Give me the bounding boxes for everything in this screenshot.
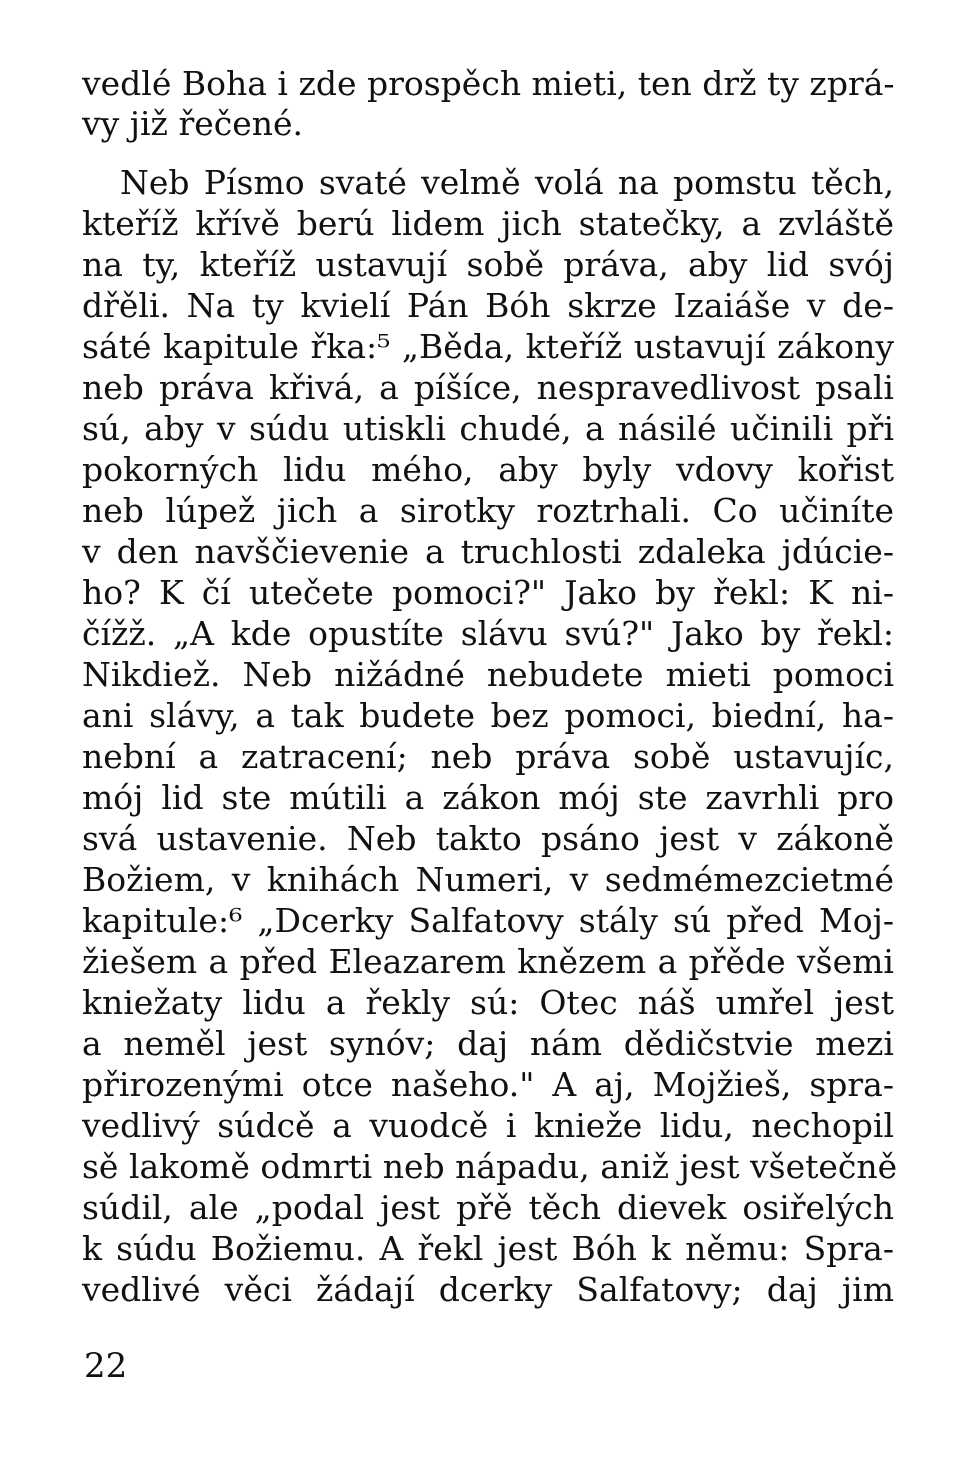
text-line: Neb Písmo svaté velmě volá na pomstu těch,	[120, 163, 894, 202]
text-line: Božiem, v knihách Numeri, v sedmémezcietmé	[82, 860, 894, 899]
text-line: neb práva křivá, a píšíce, nespravedlivost psali	[82, 368, 894, 407]
text-line: vedlivý súdcě a vuodcě i knieže lidu, nechopil	[82, 1106, 894, 1145]
text-line: sě lakomě odmrti neb nápadu, aniž jest všetečně	[82, 1147, 898, 1186]
text-line: v den navščievenie a truchlosti zdaleka jdúcie-	[82, 532, 894, 571]
text-line: žiešem a před Eleazarem knězem a přěde všemi	[82, 942, 894, 981]
text-line: přirozenými otce našeho." A aj, Mojžieš, spra-	[82, 1065, 894, 1104]
text-line: dřěli. Na ty kvielí Pán Bóh skrze Izaiáše v de-	[82, 286, 894, 325]
text-line: k súdu Božiemu. A řekl jest Bóh k němu: Spra-	[82, 1229, 894, 1268]
text-line: vedlivé věci žádají dcerky Salfatovy; daj jim	[82, 1270, 894, 1309]
text-line: kniežaty lidu a řekly sú: Otec náš umřel jest	[82, 983, 894, 1022]
text-line: pokorných lidu mého, aby byly vdovy kořist	[82, 450, 894, 489]
page-number: 22	[84, 1346, 128, 1386]
text-line: kapitule:⁶ „Dcerky Salfatovy stály sú před Moj-	[82, 901, 894, 940]
text-line: vy již řečené.	[82, 104, 304, 143]
text-line: súdil, ale „podal jest přě těch dievek osiřelých	[82, 1188, 894, 1227]
text-line: Nikdiež. Neb nižádné nebudete mieti pomoci	[82, 655, 894, 694]
text-line: čížž. „A kde opustíte slávu svú?" Jako by řekl:	[82, 614, 894, 653]
text-line: neb lúpež jich a sirotky roztrhali. Co učiníte	[82, 491, 894, 530]
text-line: vedlé Boha i zde prospěch mieti, ten drž ty zprá-	[82, 64, 895, 103]
text-line: kteříž křívě berú lidem jich statečky, a zvláště	[82, 204, 894, 243]
text-line: svá ustavenie. Neb takto psáno jest v zákoně	[82, 819, 894, 858]
text-line: ani slávy, a tak budete bez pomoci, biední, ha-	[82, 696, 894, 735]
text-line: a neměl jest synóv; daj nám dědičstvie mezi	[82, 1024, 894, 1063]
text-line: sú, aby v súdu utiskli chudé, a násilé učinili při	[82, 409, 894, 448]
text-line: mój lid ste mútili a zákon mój ste zavrhli pro	[82, 778, 894, 817]
text-line: na ty, kteříž ustavují sobě práva, aby lid svój	[82, 245, 894, 284]
text-line: sáté kapitule řka:⁵ „Běda, kteříž ustavují zákony	[82, 327, 894, 366]
text-line: nební a zatracení; neb práva sobě ustavujíc,	[82, 737, 894, 776]
text-line: ho? K čí utečete pomoci?" Jako by řekl: K ni-	[82, 573, 894, 612]
